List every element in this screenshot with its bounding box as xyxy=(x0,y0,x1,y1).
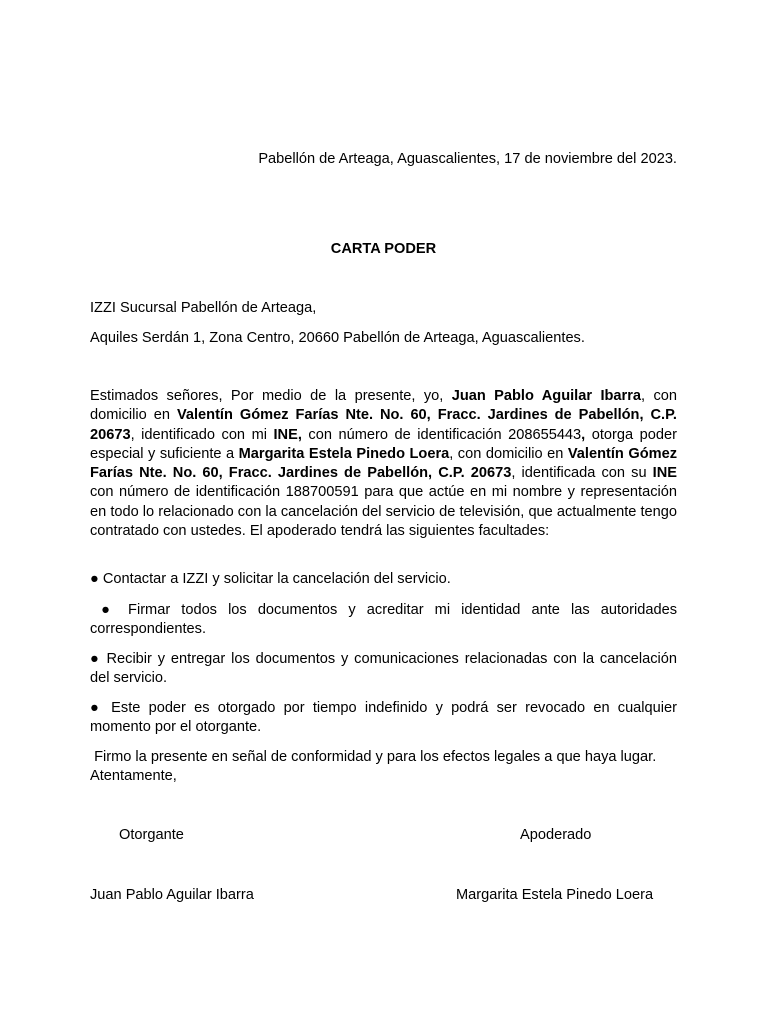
closing-block xyxy=(90,748,677,787)
signature-label-grantor: Otorgante xyxy=(119,827,184,843)
body-text: , con domicilio en xyxy=(90,388,678,424)
bullet-item: ● Contactar a IZZI y solicitar la cancelación del servicio. xyxy=(90,571,451,587)
grantor-id-type: INE, xyxy=(273,426,302,443)
closing-line: Firmo la presente en señal de conformidad y para los efectos legales a que haya lugar. xyxy=(90,749,657,765)
closing-salutation: Atentamente, xyxy=(90,768,177,785)
body-text: con número de identificación 208655443 xyxy=(301,426,582,443)
body-text: , identificada con su xyxy=(511,465,653,482)
body-comma: , xyxy=(581,426,586,443)
document-title: CARTA PODER xyxy=(330,241,437,257)
body-text: , identificado con mi xyxy=(130,426,274,443)
attorney-id-type: INE xyxy=(652,465,677,482)
body-text: otorga poder especial y suficiente a xyxy=(90,426,677,462)
date-line: Pabellón de Arteaga, Aguascalientes, 17 de noviembre del 2023. xyxy=(258,151,677,167)
signature-name-grantor: Juan Pablo Aguilar Ibarra xyxy=(90,887,254,903)
grantor-name: Juan Pablo Aguilar Ibarra xyxy=(451,388,642,404)
attorney-name: Margarita Estela Pinedo Loera xyxy=(238,445,450,462)
body-text: con número de identificación 188700591 para que actúe en mi nombre y representación en todo lo relacionado con la cancelación del servicio de televisión, que actualmente tengo contratado con ustedes. El apoderado tendrá las siguientes facultades: xyxy=(90,484,677,540)
attorney-address: Valentín Gómez Farías Nte. No. 60, Fracc. Jardines de Pabellón, C.P. 20673 xyxy=(90,445,677,482)
bullet-item: ● Recibir y entregar los documentos y comunicaciones relacionadas con la cancelación del servicio. xyxy=(90,651,682,687)
bullet-item: ● Firmar todos los documentos y acreditar mi identidad ante las autoridades correspondientes. xyxy=(90,602,682,638)
recipient-name: IZZI Sucursal Pabellón de Arteaga, xyxy=(90,300,317,316)
body-paragraph xyxy=(90,387,677,541)
body-text: , con domicilio en xyxy=(449,445,568,462)
recipient-address: Aquiles Serdán 1, Zona Centro, 20660 Pabellón de Arteaga, Aguascalientes. xyxy=(90,330,585,346)
signature-name-attorney: Margarita Estela Pinedo Loera xyxy=(456,887,654,903)
bullet-item: ● Este poder es otorgado por tiempo indefinido y podrá ser revocado en cualquier momento por el otorgante. xyxy=(90,700,682,736)
signature-label-attorney: Apoderado xyxy=(520,827,592,843)
body-text: Estimados señores, Por medio de la presente, yo, xyxy=(90,388,452,404)
grantor-address: Valentín Gómez Farías Nte. No. 60, Fracc. Jardines de Pabellón, C.P. 20673 xyxy=(90,407,677,443)
